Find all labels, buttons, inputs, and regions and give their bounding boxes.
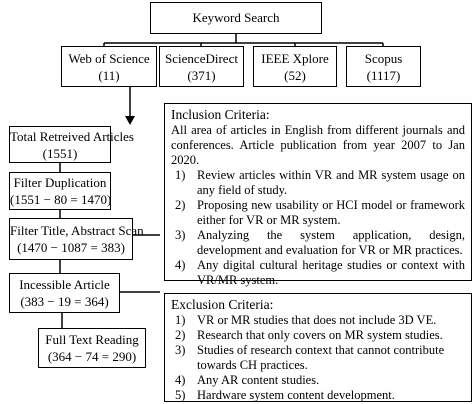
- item-text: Hardware system content development.: [197, 388, 395, 402]
- list-item: [171, 388, 465, 403]
- step-filter-duplication: [9, 172, 111, 210]
- item-number: 2): [175, 328, 186, 342]
- step-total-retrieved: [9, 126, 134, 163]
- source-box-ieee-xplore: [253, 46, 337, 87]
- source-count: (371): [187, 68, 216, 83]
- step-title: Total Retreived Articles: [10, 129, 134, 144]
- source-count: (52): [284, 68, 306, 83]
- inclusion-intro: All area of articles in English from different journals and conferences. Article publication from year 2007 to Jan 2020.: [171, 123, 465, 167]
- item-text: Any AR content studies.: [197, 373, 320, 387]
- item-text: Analyzing the system application, design, development and evaluation for VR or MR practices.: [197, 228, 465, 257]
- source-count: (1117): [366, 68, 401, 83]
- inclusion-list: [171, 168, 465, 288]
- list-item: [171, 228, 465, 258]
- item-number: 4): [175, 373, 186, 387]
- keyword-search-box: [150, 2, 322, 34]
- step-title: Incessible Article: [19, 277, 110, 292]
- item-text: VR or MR studies that does not include 3D VE.: [197, 313, 437, 327]
- source-name: Scopus: [364, 51, 403, 66]
- item-number: 2): [175, 198, 186, 212]
- step-title: Full Text Reading: [45, 332, 139, 347]
- source-box-scopus: [346, 46, 421, 87]
- item-text: Review articles within VR and MR system usage on any field of study.: [197, 168, 465, 197]
- item-number: 3): [175, 343, 186, 357]
- item-number: 5): [175, 388, 186, 402]
- list-item: [171, 328, 465, 343]
- source-name: ScienceDirect: [165, 51, 238, 66]
- list-item: [171, 343, 465, 373]
- step-full-text-reading: [38, 328, 146, 368]
- list-item: [171, 313, 465, 328]
- exclusion-criteria-box: [164, 293, 472, 402]
- step-value: (1551): [42, 146, 78, 161]
- step-value: (1551 − 80 = 1470): [10, 192, 112, 207]
- step-incessible-article: [9, 273, 120, 313]
- keyword-search-label: Keyword Search: [192, 10, 280, 25]
- item-number: 1): [175, 313, 186, 327]
- step-value: (383 − 19 = 364): [20, 294, 109, 309]
- list-item: [171, 198, 465, 228]
- inclusion-heading: Inclusion Criteria:: [171, 107, 270, 122]
- list-item: [171, 258, 465, 288]
- item-number: 1): [175, 168, 186, 182]
- list-item: [171, 168, 465, 198]
- step-title: Filter Duplication: [13, 175, 107, 190]
- list-item: [171, 373, 465, 388]
- step-value: (364 − 74 = 290): [47, 349, 137, 364]
- item-number: 3): [175, 228, 186, 242]
- source-name: IEEE Xplore: [261, 51, 329, 66]
- item-text: Research that only covers on MR system studies.: [197, 328, 443, 342]
- step-title: Filter Title, Abstract Scan: [10, 223, 144, 238]
- arrow-head-total: [125, 116, 135, 125]
- source-count: (11): [98, 68, 120, 83]
- item-text: Proposing new usability or HCI model or framework either for VR or MR system.: [197, 198, 465, 227]
- item-text: Any digital cultural heritage studies or context with VR/MR system.: [197, 258, 465, 287]
- exclusion-list: [171, 313, 465, 403]
- exclusion-heading: Exclusion Criteria:: [171, 297, 274, 312]
- step-filter-title-abstract: [9, 218, 144, 260]
- source-name: Web of Science: [68, 51, 150, 66]
- step-value: (1470 − 1087 = 383): [17, 240, 125, 255]
- source-box-web-of-science: [61, 46, 157, 87]
- source-box-sciencedirect: [159, 46, 244, 87]
- inclusion-criteria-box: [164, 103, 472, 287]
- item-text: Studies of research context that cannot contribute towards CH practices.: [197, 343, 445, 372]
- item-number: 4): [175, 258, 186, 272]
